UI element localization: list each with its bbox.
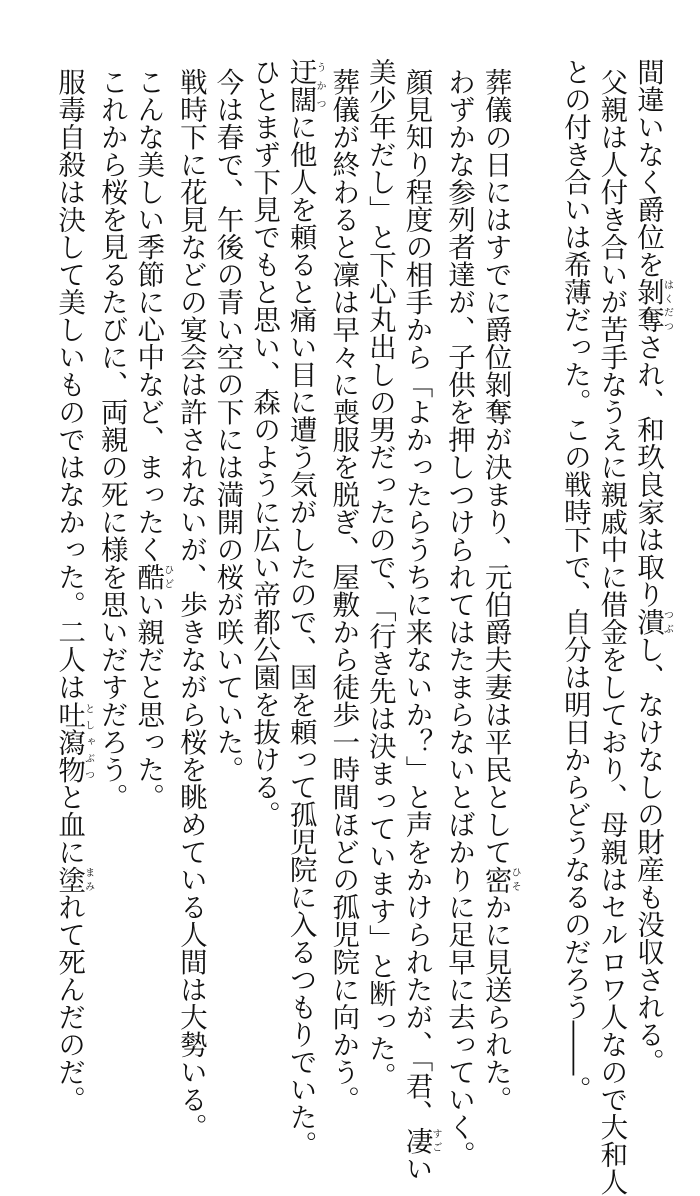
text-line bbox=[51, 58, 94, 1113]
text-segment: と血に bbox=[53, 783, 86, 866]
text-segment: 戦時下に花見などの宴会は許されないが、歩きながら桜を眺めている人間は大勢いる。 bbox=[174, 68, 207, 1141]
text-line bbox=[282, 58, 326, 1158]
text-line bbox=[325, 58, 362, 1113]
text-line bbox=[172, 58, 209, 1141]
text-line bbox=[245, 58, 282, 998]
text-line bbox=[593, 58, 630, 1196]
text-segment: され、和玖良家は取り bbox=[632, 333, 664, 608]
text-segment: わずかな参列者達が、子供を押しつけられてはたまらないとばかりに足早に去っていく。 bbox=[443, 68, 476, 1168]
text-segment: 服毒自殺は決して美しいものではなかった。二人は bbox=[53, 68, 86, 701]
text-segment: 葬儀の日にはすでに爵位剝奪が決まり、元伯爵夫妻は平民として bbox=[479, 68, 512, 866]
ruby-annotation: 潰つぶ bbox=[632, 608, 673, 636]
text-segment: との付き合いは希薄だった。この戦時下で、自分は明日からどうなるのだろう――。 bbox=[558, 58, 591, 1103]
text-segment: 今は春で、午後の青い空の下には満開の桜が咲いていた。 bbox=[211, 68, 244, 783]
text-segment: こんな美しい季節に心中など、まったく bbox=[132, 68, 165, 563]
text-segment: 間違いなく爵位を bbox=[632, 58, 664, 278]
text-segment: し、なけなしの財産も没収される。 bbox=[632, 635, 664, 1076]
text-line bbox=[361, 58, 398, 1090]
furigana: はくだつ bbox=[661, 278, 673, 333]
text-segment: 顔見知り程度の相手から「よかったらうちに来ないか？」と声をかけられたが、「君、 bbox=[400, 68, 433, 1127]
furigana: まみ bbox=[82, 865, 94, 893]
furigana: ひそ bbox=[509, 865, 521, 893]
text-line bbox=[398, 58, 441, 1182]
ruby-annotation: 凄すご bbox=[400, 1126, 441, 1155]
text-segment: い bbox=[400, 1154, 433, 1182]
text-segment: に他人を頼ると痛い目に遭う気がしたので、国を頼って孤児院に入るつもりでいた。 bbox=[284, 113, 317, 1158]
ruby-annotation: 酷ひど bbox=[132, 563, 173, 591]
ruby-annotation: 吐瀉物としゃぶつ bbox=[53, 700, 94, 783]
text-segment: 父親は人付き合いが苦手なうえに親戚中に借金をしており、母親はセルロワ人なので大和人 bbox=[595, 68, 628, 1196]
text-line bbox=[477, 58, 521, 1113]
text-segment: 美少年だし」と下心丸出しの男だったので、「行き先は決まっています」と断った。 bbox=[363, 58, 396, 1090]
text-line bbox=[209, 58, 246, 998]
text-line bbox=[93, 58, 130, 998]
furigana: うかつ bbox=[314, 58, 326, 113]
text-segment: ひとまず下見でもと思い、森のように広い帝都公園を抜ける。 bbox=[248, 58, 281, 828]
furigana: つぶ bbox=[661, 608, 673, 636]
text-segment: これから桜を見るたびに、両親の死に様を思いだすだろう。 bbox=[95, 68, 128, 811]
text-line bbox=[440, 58, 477, 1168]
text-line bbox=[629, 58, 673, 1076]
text-line bbox=[556, 58, 593, 1103]
furigana: としゃぶつ bbox=[82, 700, 94, 783]
paragraph-gap bbox=[520, 58, 557, 998]
ruby-annotation: 密ひそ bbox=[479, 865, 521, 893]
ruby-annotation: 剝奪はくだつ bbox=[632, 278, 673, 333]
furigana: すご bbox=[429, 1126, 441, 1155]
vertical-text-body bbox=[51, 58, 673, 1196]
ruby-annotation: 迂闊うかつ bbox=[284, 58, 326, 113]
text-segment: れて死んだのだ。 bbox=[53, 893, 86, 1113]
text-line bbox=[130, 58, 173, 998]
text-segment: い親だと思った。 bbox=[132, 590, 165, 811]
ruby-annotation: 塗まみ bbox=[53, 865, 94, 893]
furigana: ひど bbox=[161, 563, 173, 591]
text-segment: 葬儀が終わると凜は早々に喪服を脱ぎ、屋敷から徒歩一時間ほどの孤児院に向かう。 bbox=[327, 68, 360, 1113]
text-segment: かに見送られた。 bbox=[479, 893, 512, 1113]
